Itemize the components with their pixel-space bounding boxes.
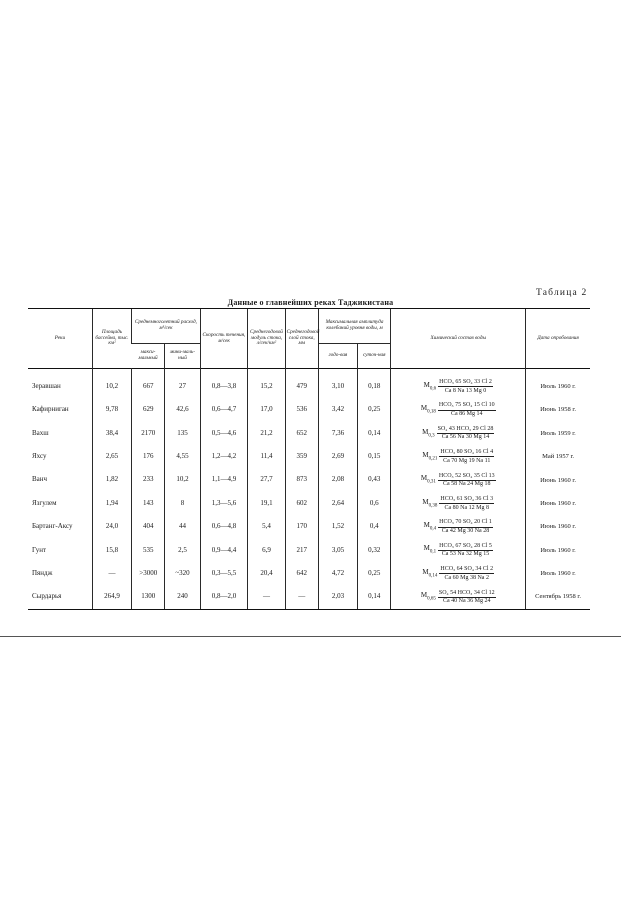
mineralization (422, 452, 437, 462)
anions: HCO₃ 65 SO₄ 33 Cl 2 (438, 379, 493, 387)
cell-discharge-max: 233 (132, 469, 165, 492)
cell-annual-runoff: 642 (285, 562, 318, 585)
cell-discharge-min: 44 (165, 515, 200, 538)
cell-runoff-modulus: — (248, 586, 285, 610)
cell-area: 38,4 (92, 422, 131, 445)
mineralization-value: 0,65 (427, 596, 436, 602)
ion-fraction (437, 426, 495, 441)
header-discharge-min: мини-маль-ный (165, 344, 200, 369)
table-row (28, 369, 590, 399)
cell-date: Сентябрь 1958 г. (526, 586, 590, 610)
cell-annual-runoff: 359 (285, 445, 318, 468)
header-level-annual: годо-вая (318, 344, 357, 369)
cell-river: Язгулем (32, 498, 57, 507)
ion-fraction (438, 402, 496, 417)
cell-chemistry (391, 445, 526, 468)
anions: SO₄ 54 HCO₃ 34 Cl 12 (438, 590, 496, 598)
mineralization-symbol: M (420, 404, 428, 413)
cell-annual-runoff: 652 (285, 422, 318, 445)
table-row (28, 562, 590, 585)
cell-discharge-min: 10,2 (165, 469, 200, 492)
mineralization-value: 0,31 (427, 479, 436, 485)
anions: HCO₃ 64 SO₄ 34 Cl 2 (439, 566, 494, 574)
cell-velocity: 0,8—2,0 (200, 586, 248, 610)
mineralization-value: 0,6 (429, 386, 437, 392)
mineralization-symbol: M (422, 497, 429, 506)
cell-chemistry (391, 539, 526, 562)
cell-discharge-max: 176 (132, 445, 165, 468)
cell-chemistry (391, 492, 526, 515)
chemistry-formula (424, 543, 493, 558)
anions: HCO₃ 75 SO₄ 15 Cl 10 (438, 402, 496, 410)
header-discharge-max: макси-мальный (132, 344, 165, 369)
cell-level-daily: 0,14 (358, 586, 391, 610)
cell-level-annual: 2,08 (318, 469, 357, 492)
cell-chemistry (391, 586, 526, 610)
cell-river: Яхсу (32, 452, 47, 461)
mineralization-value: 0,38 (428, 503, 438, 509)
header-runoff-modulus: Среднегодовой модуль стока, л/сек/км² (248, 309, 285, 369)
cell-velocity: 0,8—3,8 (200, 369, 248, 399)
table-number: Таблица 2 (536, 288, 588, 298)
mineralization (424, 382, 436, 392)
header-date: Дата опробования (526, 309, 590, 369)
anions: SO₄ 43 HCO₃ 29 Cl 28 (437, 426, 495, 434)
mineralization (421, 475, 436, 485)
mineralization (421, 405, 436, 415)
cell-level-annual: 3,42 (318, 398, 357, 421)
cell-river: Сырдарья (28, 586, 92, 610)
cell-discharge-min: ~320 (165, 562, 200, 585)
table-body (28, 369, 590, 610)
cell-annual-runoff: 536 (285, 398, 318, 421)
cell-level-daily: 0,25 (358, 562, 391, 585)
cell-discharge-min: 27 (165, 369, 200, 399)
ion-fraction (439, 566, 494, 581)
mineralization-symbol: M (422, 427, 429, 436)
cell-chemistry (391, 422, 526, 445)
header-level-amplitude: Максимальная амплитуда колебаний уровня воды, м (318, 309, 391, 344)
mineralization-symbol: M (423, 544, 430, 553)
cell-velocity: 1,2—4,2 (200, 445, 248, 468)
mineralization (424, 545, 436, 555)
mineralization-value: 0,18 (427, 409, 436, 415)
mineralization-symbol: M (423, 521, 430, 530)
mineralization-symbol: M (422, 567, 429, 576)
mineralization-symbol: M (423, 380, 430, 389)
cell-chemistry (391, 469, 526, 492)
cell-river: Вахш (32, 428, 49, 437)
cell-area: 2,65 (92, 445, 131, 468)
mineralization (422, 569, 437, 579)
cell-level-daily: 0,32 (358, 539, 391, 562)
cell-date: Июль 1959 г. (526, 422, 590, 445)
chemistry-formula (424, 379, 493, 394)
cell-discharge-max: 2170 (132, 422, 165, 445)
cell-chemistry (391, 369, 526, 399)
cell-level-daily: 0,25 (358, 398, 391, 421)
anions: HCO₃ 52 SO₄ 35 Cl 13 (438, 473, 496, 481)
cell-river: Бартанг-Аксу (32, 522, 73, 531)
cations: Ca 60 Mg 38 Na 2 (444, 574, 489, 581)
cell-date: Июль 1960 г. (526, 369, 590, 399)
cell-discharge-min: 42,6 (165, 398, 200, 421)
cations: Ca 40 Na 36 Mg 24 (442, 598, 491, 605)
cell-discharge-min: 240 (165, 586, 200, 610)
header-velocity: Скорость течения, м/сек (200, 309, 248, 369)
cell-level-annual: 1,52 (318, 515, 357, 538)
cell-area: 1,94 (92, 492, 131, 515)
cell-chemistry (391, 515, 526, 538)
header-area: Площадь бассейна, тыс. км² (92, 309, 131, 369)
cell-discharge-min: 8 (165, 492, 200, 515)
chemistry-formula (422, 426, 494, 441)
cell-level-daily: 0,43 (358, 469, 391, 492)
cell-annual-runoff: 602 (285, 492, 318, 515)
cell-runoff-modulus: 17,0 (248, 398, 285, 421)
cell-area: 264,9 (92, 586, 131, 610)
cations: Ca 8 Na 13 Mg 0 (444, 387, 487, 394)
cell-annual-runoff: 217 (285, 539, 318, 562)
cell-date: Июнь 1960 г. (526, 492, 590, 515)
cell-annual-runoff: 170 (285, 515, 318, 538)
cell-runoff-modulus: 27,7 (248, 469, 285, 492)
anions: HCO₃ 61 SO₄ 36 Cl 3 (439, 496, 494, 504)
mineralization-symbol: M (422, 450, 429, 459)
cell-river: Ванч (32, 475, 48, 484)
ion-fraction (438, 590, 496, 605)
cell-annual-runoff: 873 (285, 469, 318, 492)
table-row (28, 515, 590, 538)
cell-level-daily: 0,6 (358, 492, 391, 515)
ion-fraction (439, 449, 494, 464)
table-row (28, 539, 590, 562)
cell-level-annual: 2,69 (318, 445, 357, 468)
cell-discharge-max: 629 (132, 398, 165, 421)
anions: HCO₃ 80 SO₄ 16 Cl 4 (439, 449, 494, 457)
cell-level-daily: 0,18 (358, 369, 391, 399)
cell-annual-runoff: — (285, 586, 318, 610)
cell-level-annual: 7,36 (318, 422, 357, 445)
mineralization-value: 0,14 (428, 573, 438, 579)
cell-river: Зеравшан (32, 381, 61, 390)
chemistry-formula (421, 402, 496, 417)
cell-velocity: 1,1—4,9 (200, 469, 248, 492)
cell-date: Май 1957 г. (526, 445, 590, 468)
anions: HCO₃ 67 SO₄ 28 Cl 5 (438, 543, 493, 551)
cell-area: 10,2 (92, 369, 131, 399)
cell-river: Кафирниган (32, 405, 69, 414)
table-caption: Данные о главнейших реках Таджикистана (227, 298, 394, 307)
mineralization-value: 0,3 (428, 432, 435, 438)
mineralization-symbol: M (420, 474, 428, 483)
table-row (28, 422, 590, 445)
ion-fraction (439, 496, 494, 511)
cations: Ca 42 Mg 30 Na 28 (441, 528, 490, 535)
cell-area: 1,82 (92, 469, 131, 492)
header-chemistry: Химический состав воды (391, 309, 526, 369)
cell-discharge-max: 1300 (132, 586, 165, 610)
cell-level-annual: 4,72 (318, 562, 357, 585)
rivers-data-table (28, 308, 590, 610)
table-row (28, 586, 590, 610)
cell-river: Гунт (32, 545, 47, 554)
cations: Ca 70 Mg 19 Na 11 (443, 457, 491, 464)
ion-fraction (438, 473, 496, 488)
cell-discharge-max: 667 (132, 369, 165, 399)
chemistry-formula (421, 590, 496, 605)
table-row (28, 398, 590, 421)
chemistry-formula (424, 519, 493, 534)
cell-discharge-min: 135 (165, 422, 200, 445)
cell-velocity: 0,9—4,4 (200, 539, 248, 562)
cell-level-daily: 0,4 (358, 515, 391, 538)
chemistry-formula (422, 449, 494, 464)
table-row (28, 469, 590, 492)
mineralization-value: 0,21 (428, 456, 438, 462)
cell-level-annual: 2,64 (318, 492, 357, 515)
header-discharge: Среднемноголетний расход, м³/сек (132, 309, 200, 344)
cell-runoff-modulus: 6,9 (248, 539, 285, 562)
cell-velocity: 0,5—4,6 (200, 422, 248, 445)
cell-date: Июнь 1960 г. (526, 515, 590, 538)
cell-date: Июнь 1960 г. (526, 469, 590, 492)
cell-velocity: 0,3—5,5 (200, 562, 248, 585)
cell-chemistry (391, 398, 526, 421)
cell-date: Июнь 1958 г. (526, 398, 590, 421)
cell-velocity: 1,3—5,6 (200, 492, 248, 515)
cell-runoff-modulus: 21,2 (248, 422, 285, 445)
cations: Ca 56 Na 30 Mg 14 (441, 434, 490, 441)
cell-area: 9,78 (92, 398, 131, 421)
cell-chemistry (391, 562, 526, 585)
header-annual-runoff: Среднегодовой слой стока, мм (285, 309, 318, 369)
cell-date: Июль 1960 г. (526, 562, 590, 585)
mineralization (422, 499, 437, 509)
mineralization-value: 0,1 (429, 549, 437, 555)
cations: Ca 58 Na 24 Mg 18 (442, 481, 491, 488)
cell-velocity: 0,6—4,7 (200, 398, 248, 421)
cell-discharge-min: 2,5 (165, 539, 200, 562)
cell-river: Пяндж (32, 568, 53, 577)
cell-runoff-modulus: 11,4 (248, 445, 285, 468)
cell-velocity: 0,6—4,8 (200, 515, 248, 538)
header-level-daily: суточ-ная (358, 344, 391, 369)
cations: Ca 80 Na 12 Mg 8 (444, 504, 489, 511)
cell-date: Июль 1960 г. (526, 539, 590, 562)
cell-discharge-max: 535 (132, 539, 165, 562)
cell-discharge-max: 404 (132, 515, 165, 538)
cell-area: — (92, 562, 131, 585)
cations: Ca 86 Mg 14 (450, 411, 483, 418)
cell-discharge-min: 4,55 (165, 445, 200, 468)
cell-level-annual: 3,05 (318, 539, 357, 562)
ion-fraction (438, 379, 493, 394)
header-river: Реки (28, 309, 92, 369)
cell-discharge-max: >3000 (132, 562, 165, 585)
ion-fraction (438, 519, 493, 534)
cell-level-annual: 2,03 (318, 586, 357, 610)
cations: Ca 53 Na 32 Mg 15 (441, 551, 490, 558)
cell-runoff-modulus: 15,2 (248, 369, 285, 399)
chemistry-formula (421, 473, 496, 488)
cell-annual-runoff: 479 (285, 369, 318, 399)
chemistry-formula (422, 496, 494, 511)
cell-level-annual: 3,10 (318, 369, 357, 399)
mineralization (422, 429, 434, 439)
cell-level-daily: 0,14 (358, 422, 391, 445)
page-rule (0, 636, 621, 637)
cell-discharge-max: 143 (132, 492, 165, 515)
table-row (28, 445, 590, 468)
cell-area: 15,8 (92, 539, 131, 562)
chemistry-formula (422, 566, 494, 581)
cell-area: 24,0 (92, 515, 131, 538)
cell-runoff-modulus: 19,1 (248, 492, 285, 515)
mineralization-symbol: M (420, 591, 428, 600)
cell-runoff-modulus: 5,4 (248, 515, 285, 538)
anions: HCO₃ 70 SO₄ 20 Cl 1 (438, 519, 493, 527)
table-row (28, 492, 590, 515)
mineralization (424, 522, 436, 532)
cell-level-daily: 0,15 (358, 445, 391, 468)
ion-fraction (438, 543, 493, 558)
mineralization (421, 592, 436, 602)
cell-runoff-modulus: 20,4 (248, 562, 285, 585)
mineralization-value: 0,4 (429, 526, 437, 532)
